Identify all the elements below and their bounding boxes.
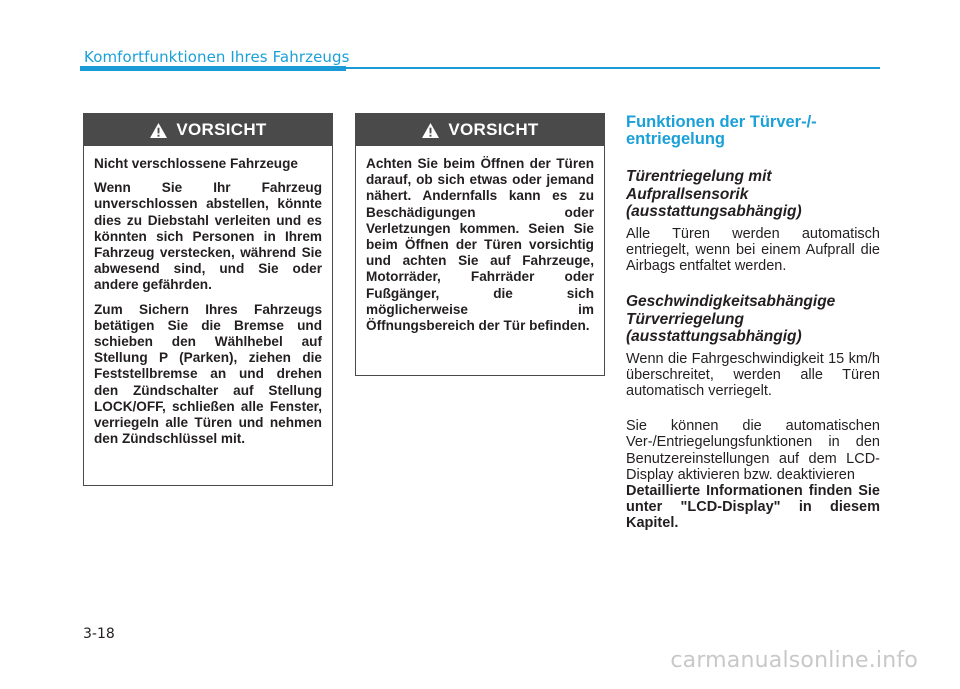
caution-body (356, 146, 604, 344)
header-accent-bar (80, 66, 346, 71)
caution-box-unlocked-vehicles (83, 113, 333, 486)
body-paragraph: Wenn die Fahrgeschwindigkeit 15 km/h überschreitet, werden alle Türen automatisch verriegelt. (626, 350, 880, 400)
caution-heading: Nicht verschlossene Fahrzeuge (94, 156, 298, 171)
warning-triangle-icon (421, 122, 440, 139)
caution-label: VORSICHT (176, 120, 267, 139)
caution-header (84, 114, 332, 146)
caution-label: VORSICHT (448, 120, 539, 139)
warning-triangle-icon (149, 122, 168, 139)
header-rule (346, 67, 880, 69)
caution-box-opening-doors (355, 113, 605, 376)
caution-paragraph: Achten Sie beim Öffnen der Türen darauf, ob sich etwas oder jemand nähert. Andernfalls kann es zu Beschädigungen oder Verletzungen kommen. Seien Sie beim Öffnen der Türen vorsichtig und achten Sie auf Fahrzeuge, Motorräder, Fahrräder oder Fußgänger, die sich möglicherweise im Öffnungsbereich der Tür befinden. (366, 156, 594, 334)
subsection-title: Türentriegelung mit Aufprallsensorik (ausstattungsabhängig) (626, 168, 802, 220)
subsection-title: Geschwindigkeitsabhängige Türverriegelung (ausstattungsabhängig) (626, 293, 836, 346)
section-title: Funktionen der Türver-/-entriegelung (626, 113, 817, 148)
caution-paragraph: Zum Sichern Ihres Fahrzeugs betätigen Sie die Bremse und schieben den Wählhebel auf Stellung P (Parken), ziehen die Feststellbremse an und drehen den Zündschalter auf Stellung LOCK/OFF, schließen alle Fenster, verriegeln alle Türen und nehmen den Zündschlüssel mit. (94, 301, 322, 447)
caution-header (356, 114, 604, 146)
body-paragraph: Sie können die automatischen Ver-/Entriegelungsfunktionen in den Benutzereinstellungen auf dem LCD-Display aktivieren bzw. deaktivieren (626, 418, 880, 483)
body-paragraph-bold: Detaillierte Informationen finden Sie unter "LCD-Display" in diesem Kapitel. (626, 483, 880, 532)
main-text-column (626, 114, 880, 532)
caution-body (84, 146, 332, 457)
section-header-title: Komfortfunktionen Ihres Fahrzeugs (84, 48, 350, 66)
watermark: carmanualsonline.info (670, 648, 918, 673)
caution-paragraph: Wenn Sie Ihr Fahrzeug unverschlossen abstellen, könnte dies zu Diebstahl verleiten und es könnten sich Personen in Ihrem Fahrzeug verstecken, während Sie abwesend sind, und Sie oder andere gefährden. (94, 180, 322, 293)
page-number: 3-18 (83, 626, 115, 642)
body-paragraph: Alle Türen werden automatisch entriegelt, wenn bei einem Aufprall die Airbags entfaltet werden. (626, 225, 880, 274)
